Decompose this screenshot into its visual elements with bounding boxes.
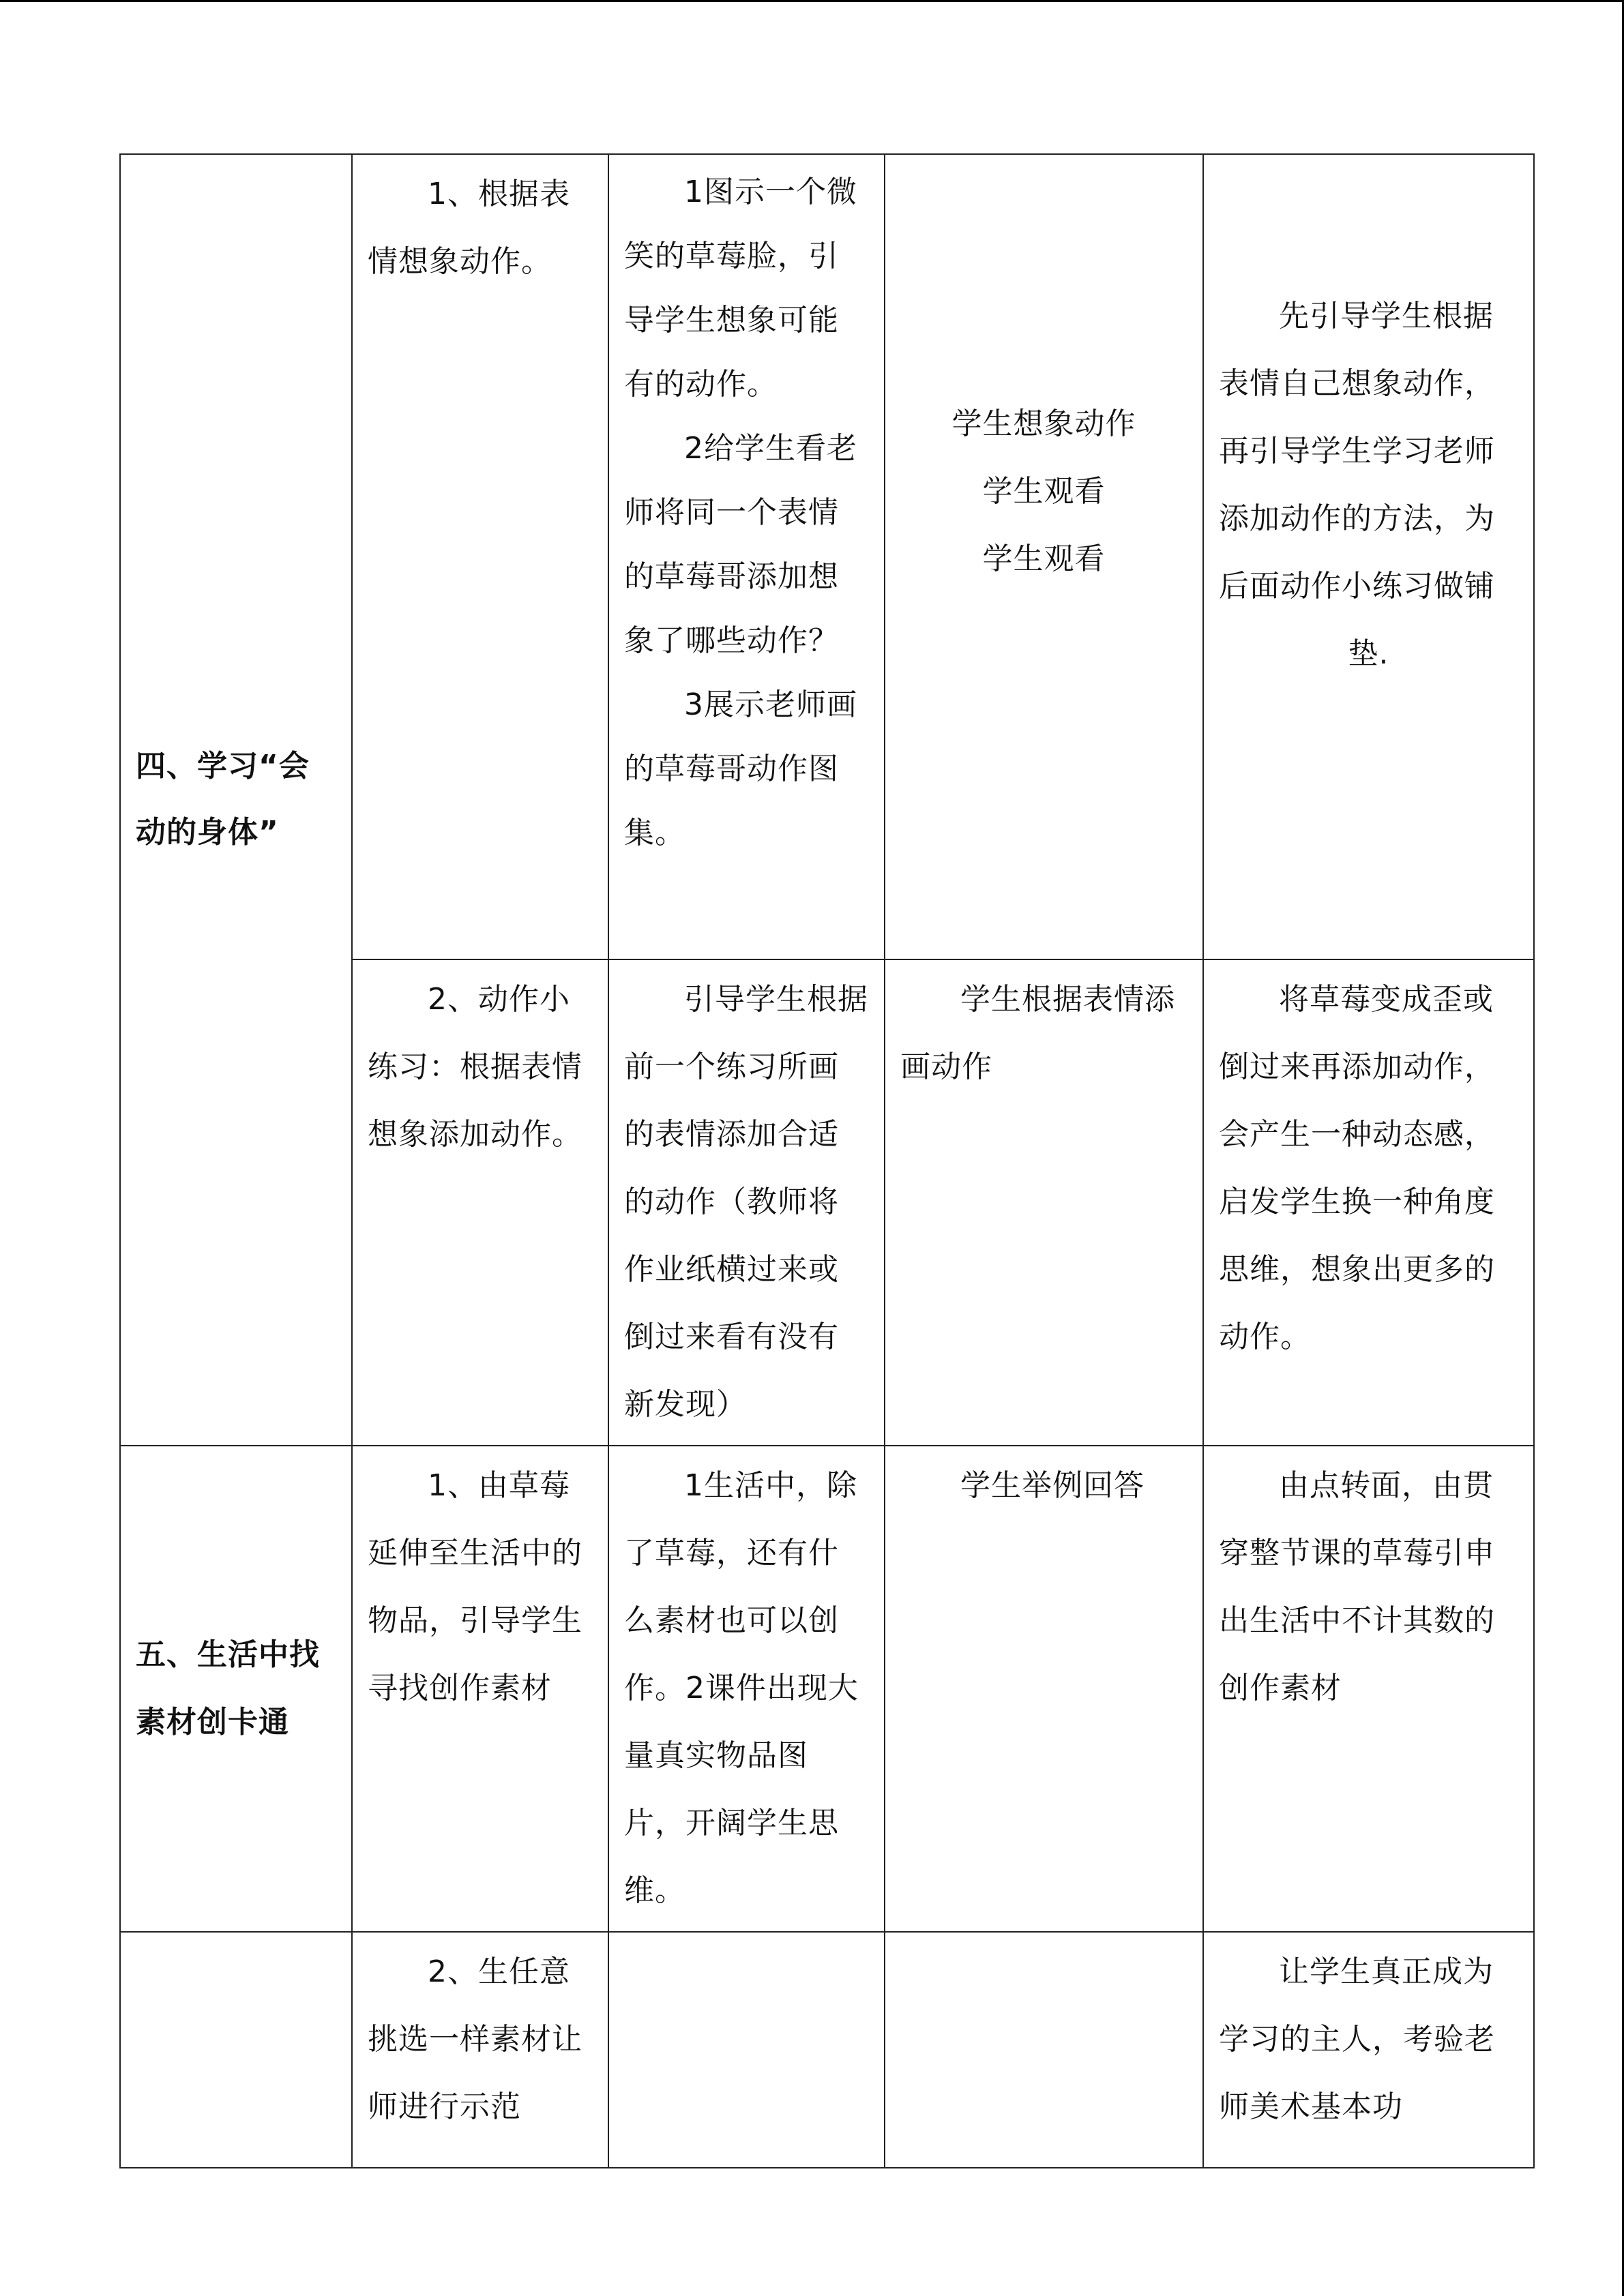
design-purpose-text: 由点转面，由贯穿整节课的草莓引申出生活中不计其数的创作素材 — [1219, 1468, 1495, 1705]
step-text: 1、根据表情想象动作。 — [368, 177, 570, 279]
step-text: 2、动作小练习：根据表情想象添加动作。 — [368, 982, 582, 1152]
stage-cell — [120, 1932, 352, 2168]
student-activity-cell — [885, 154, 1203, 959]
step-cell — [352, 1446, 608, 1932]
design-purpose-text: 先引导学生根据表情自己想象动作，再引导学生学习老师添加动作的方法，为后面动作小练习做铺 — [1219, 298, 1495, 603]
student-activity-text: 学生根据表情添画动作 — [900, 982, 1175, 1084]
teacher-activity-cell — [608, 154, 885, 959]
design-purpose-cell — [1203, 959, 1534, 1446]
student-activity-text: 学生举例回答 — [960, 1468, 1145, 1503]
table-row — [120, 1446, 1534, 1932]
stage-cell: 四、学习“会动的身体” — [120, 154, 352, 1446]
teacher-activity-cell — [608, 1932, 885, 2168]
step-text: 2、生任意挑选一样素材让师进行示范 — [368, 1954, 582, 2124]
table-row — [120, 1932, 1534, 2168]
step-text: 1、由草莓延伸至生活中的物品，引导学生寻找创作素材 — [368, 1468, 582, 1705]
step-cell — [352, 1932, 608, 2168]
student-activity-cell — [885, 1446, 1203, 1932]
design-purpose-cell — [1203, 1446, 1534, 1932]
teacher-activity-text: 引导学生根据前一个练习所画的表情添加合适的动作（教师将作业纸横过来或倒过来看有没有新发现） — [624, 982, 868, 1422]
student-activity-item: 学生想象动作 — [951, 406, 1136, 441]
teacher-activity-item: 1图示一个微笑的草莓脸，引导学生想象可能有的动作。 — [624, 175, 857, 402]
student-activity-item: 学生观看 — [982, 474, 1106, 509]
teacher-activity-cell — [608, 959, 885, 1446]
step-cell — [352, 154, 608, 959]
teacher-activity-cell — [608, 1446, 885, 1932]
teacher-activity-text: 1生活中，除了草莓，还有什么素材也可以创作。2课件出现大量真实物品图片，开阔学生思维。 — [624, 1468, 859, 1908]
student-activity-item: 学生观看 — [982, 541, 1106, 576]
design-purpose-cell — [1203, 154, 1534, 959]
step-cell — [352, 959, 608, 1446]
design-purpose-text: 让学生真正成为学习的主人，考验老师美术基本功 — [1219, 1954, 1495, 2124]
table-row — [120, 154, 1534, 959]
student-activity-cell — [885, 959, 1203, 1446]
lesson-plan-table — [119, 153, 1535, 2168]
page-border-top — [0, 0, 1624, 2]
teacher-activity-item: 3展示老师画的草莓哥动作图集。 — [624, 687, 857, 850]
design-purpose-text: 将草莓变成歪或倒过来再添加动作，会产生一种动态感，启发学生换一种角度思维，想象出更多的动作。 — [1219, 982, 1495, 1354]
teacher-activity-item: 2给学生看老师将同一个表情的草莓哥添加想象了哪些动作？ — [624, 431, 857, 658]
design-purpose-text-end: 垫. — [1348, 636, 1389, 671]
stage-cell: 五、生活中找素材创卡通 — [120, 1446, 352, 1932]
student-activity-cell — [885, 1932, 1203, 2168]
design-purpose-cell — [1203, 1932, 1534, 2168]
